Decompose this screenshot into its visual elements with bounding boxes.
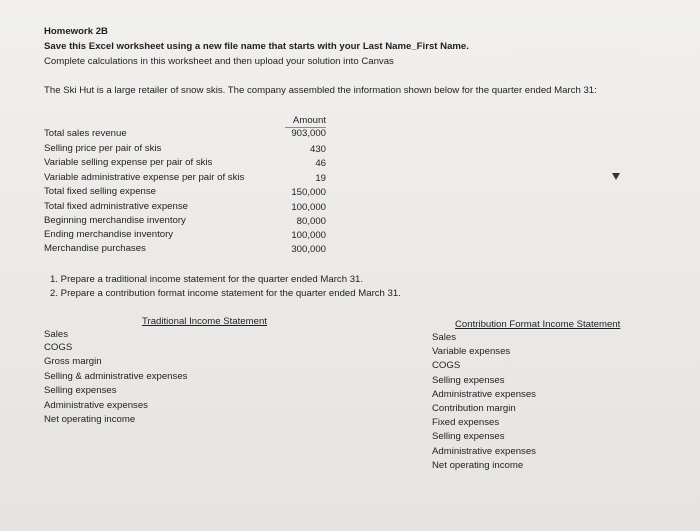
- trad-line-admin-expenses[interactable]: Administrative expenses: [44, 400, 148, 411]
- row-label-beginning-inventory: Beginning merchandise inventory: [44, 215, 186, 226]
- row-value-selling-price[interactable]: 430: [309, 144, 326, 155]
- instruction-line-1: Save this Excel worksheet using a new file name that starts with your Last Name_First Name.: [44, 41, 469, 52]
- instruction-line-2: Complete calculations in this worksheet and then upload your solution into Canvas: [44, 56, 394, 67]
- cf-line-cogs[interactable]: COGS: [432, 360, 461, 371]
- row-label-merchandise-purchases: Merchandise purchases: [44, 243, 146, 254]
- cf-line-admin-expenses[interactable]: Administrative expenses: [432, 389, 536, 400]
- row-value-variable-selling-expense[interactable]: 46: [315, 158, 326, 169]
- row-value-merchandise-purchases[interactable]: 300,000: [291, 244, 326, 255]
- trad-line-gross-margin[interactable]: Gross margin: [44, 356, 102, 367]
- row-label-total-sales-revenue: Total sales revenue: [44, 128, 127, 139]
- trad-line-cogs[interactable]: COGS: [44, 342, 73, 353]
- row-label-total-fixed-admin: Total fixed administrative expense: [44, 201, 188, 212]
- row-value-total-sales-revenue[interactable]: 903,000: [291, 128, 326, 139]
- cf-line-selling-expenses-2[interactable]: Selling expenses: [432, 431, 505, 442]
- mouse-cursor-icon: [612, 173, 620, 180]
- amount-header: Amount: [292, 115, 326, 126]
- row-label-ending-inventory: Ending merchandise inventory: [44, 229, 174, 240]
- cf-line-selling-expenses[interactable]: Selling expenses: [432, 375, 505, 386]
- row-label-selling-price: Selling price per pair of skis: [44, 143, 162, 154]
- trad-line-selling-expenses[interactable]: Selling expenses: [44, 385, 117, 396]
- task-2: 2. Prepare a contribution format income statement for the quarter ended March 31.: [50, 288, 401, 299]
- row-value-beginning-inventory[interactable]: 80,000: [296, 216, 326, 227]
- problem-statement: The Ski Hut is a large retailer of snow skis. The company assembled the information shown below for the quarter ended March 31:: [44, 85, 597, 96]
- cf-line-sales[interactable]: Sales: [432, 332, 456, 343]
- cf-line-variable-expenses[interactable]: Variable expenses: [432, 346, 511, 357]
- row-value-variable-admin-expense[interactable]: 19: [315, 173, 326, 184]
- row-value-ending-inventory[interactable]: 100,000: [291, 230, 326, 241]
- row-value-total-fixed-admin[interactable]: 100,000: [291, 202, 326, 213]
- cf-line-net-operating-income[interactable]: Net operating income: [432, 460, 524, 471]
- row-value-total-fixed-selling[interactable]: 150,000: [291, 187, 326, 198]
- trad-line-selling-admin[interactable]: Selling & administrative expenses: [44, 371, 188, 382]
- trad-line-sales[interactable]: Sales: [44, 329, 68, 340]
- contribution-statement-title: Contribution Format Income Statement: [455, 319, 621, 330]
- traditional-statement-title: Traditional Income Statement: [142, 316, 267, 327]
- row-label-variable-admin-expense: Variable administrative expense per pair of skis: [44, 172, 245, 183]
- row-label-total-fixed-selling: Total fixed selling expense: [44, 186, 156, 197]
- cf-line-admin-expenses-2[interactable]: Administrative expenses: [432, 446, 536, 457]
- cf-line-fixed-expenses[interactable]: Fixed expenses: [432, 417, 500, 428]
- trad-line-net-operating-income[interactable]: Net operating income: [44, 414, 136, 425]
- cf-line-contribution-margin[interactable]: Contribution margin: [432, 403, 516, 414]
- task-1: 1. Prepare a traditional income statement for the quarter ended March 31.: [50, 274, 364, 285]
- row-label-variable-selling-expense: Variable selling expense per pair of skis: [44, 157, 213, 168]
- homework-title: Homework 2B: [44, 26, 108, 37]
